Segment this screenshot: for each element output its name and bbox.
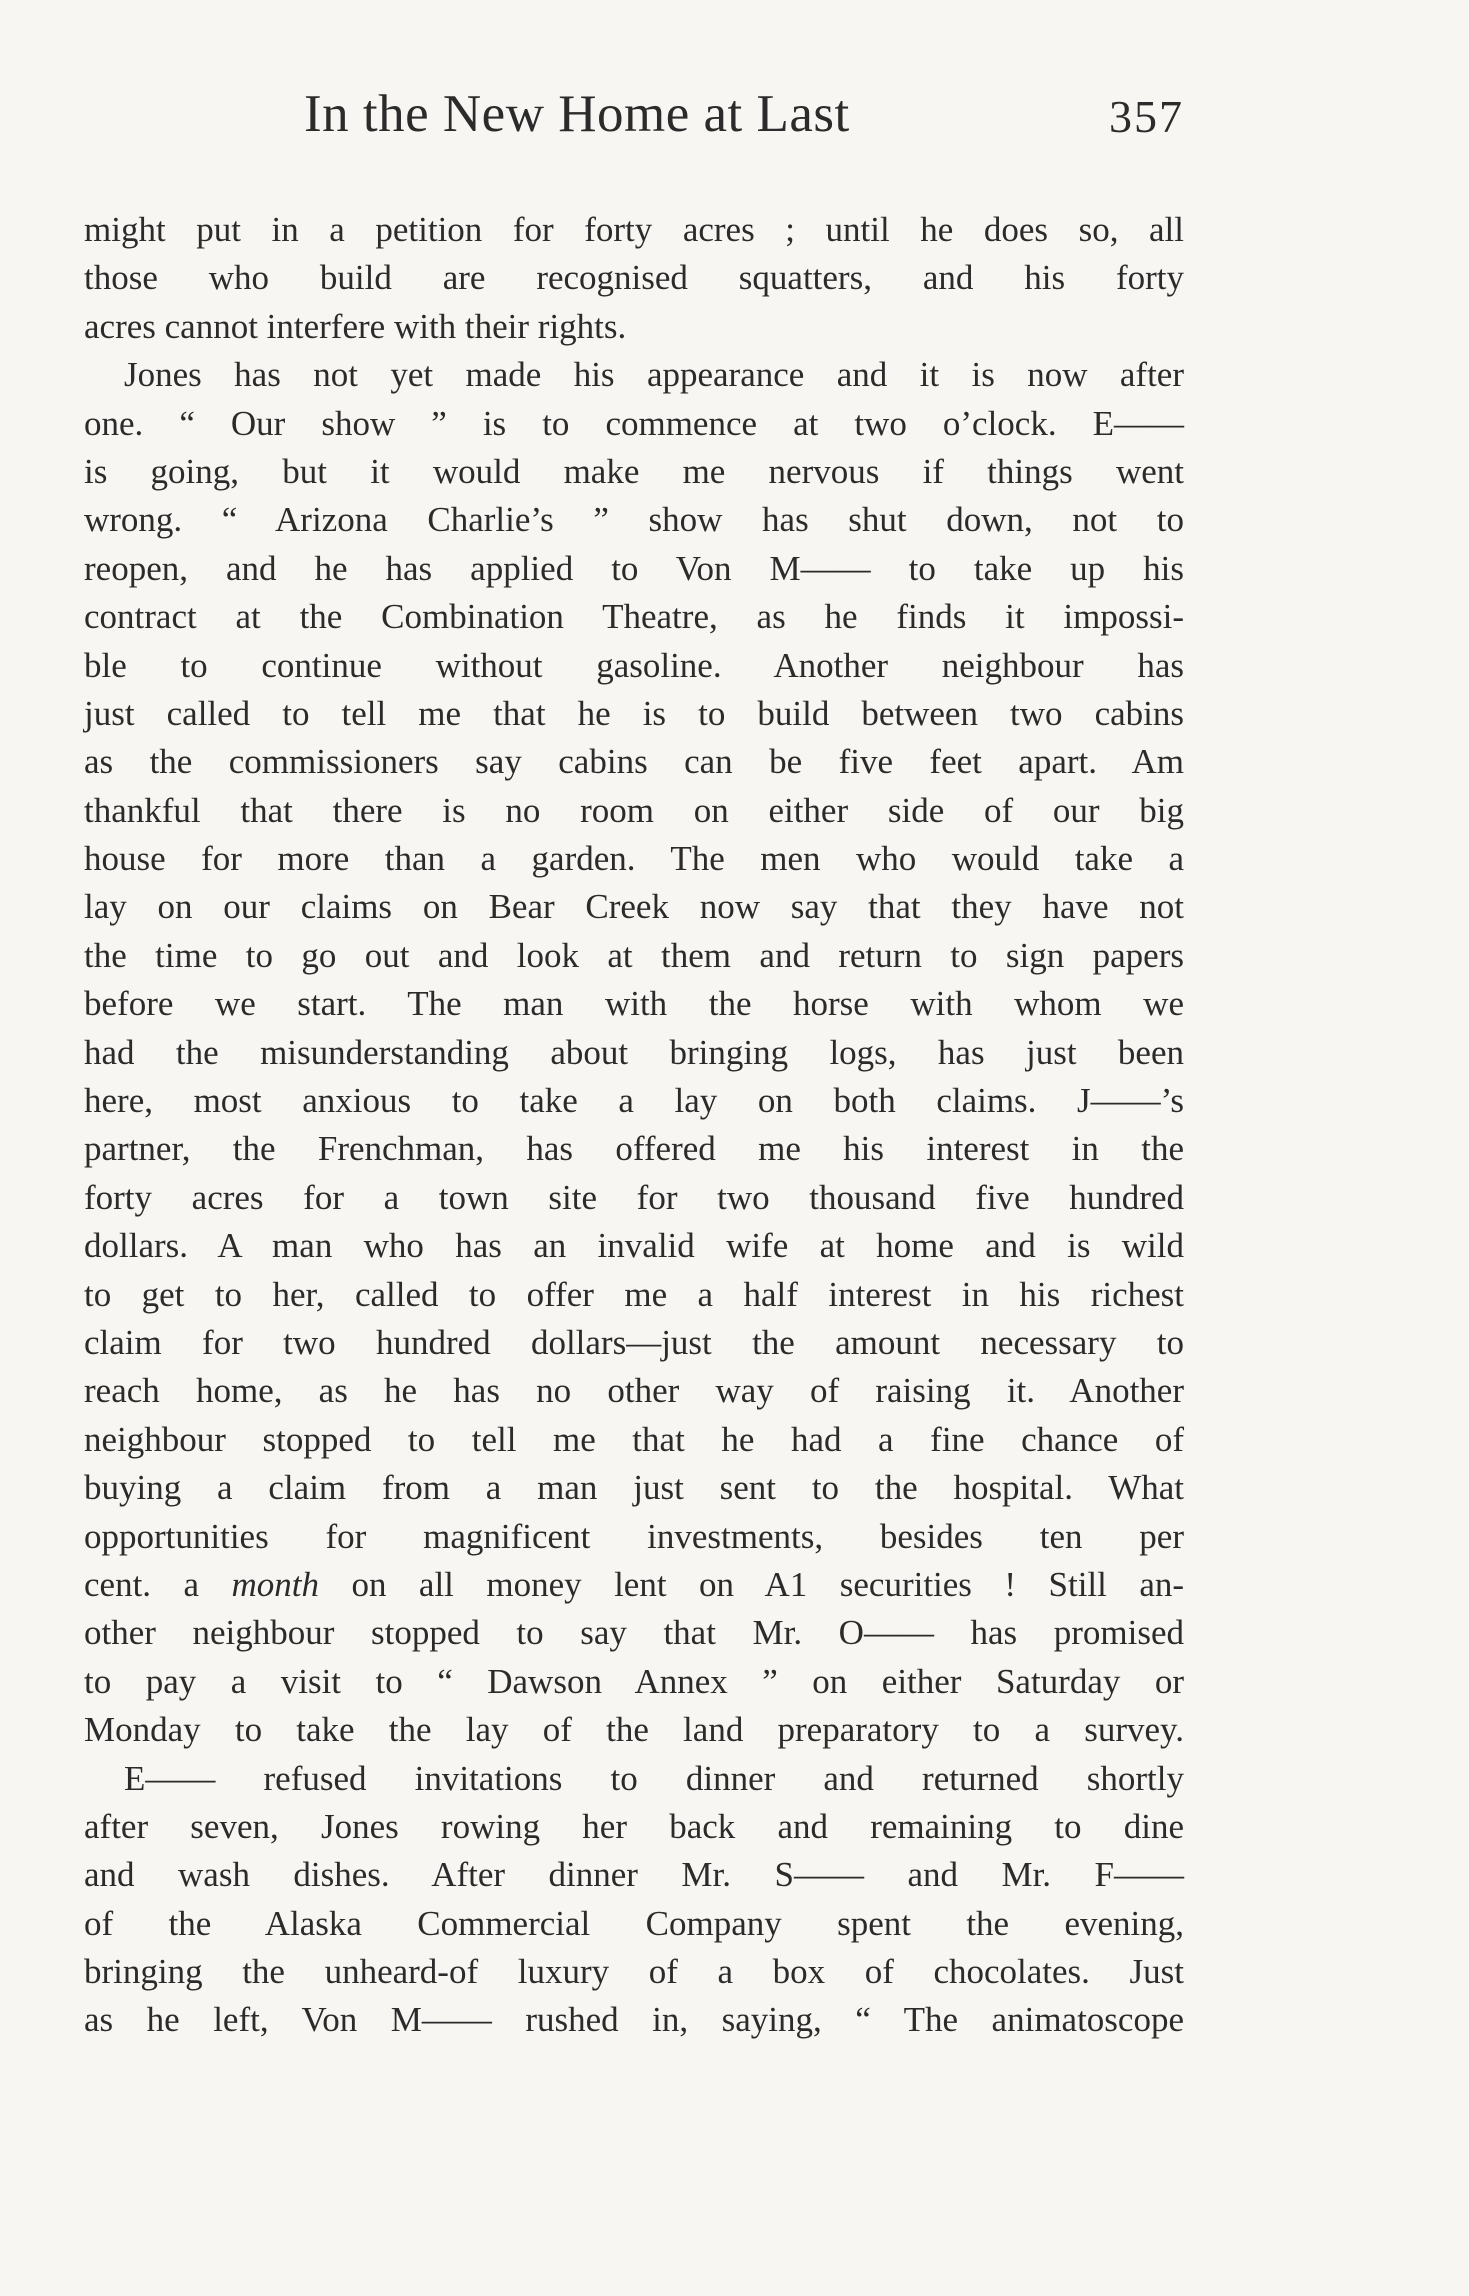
text-line: before we start. The man with the horse with whom we [84, 984, 1184, 1024]
text-line: to get to her, called to offer me a half interest in his richest [84, 1274, 1184, 1314]
text-line: house for more than a garden. The men who would take a [84, 839, 1184, 879]
text-line: just called to tell me that he is to build between two cabins [84, 693, 1184, 733]
text-line: one. “ Our show ” is to commence at two o’clock. E—— [84, 403, 1184, 443]
text-segment: on all money lent on A1 securities ! Still an- [319, 1564, 1185, 1604]
text-line: as the commissioners say cabins can be five feet apart. Am [84, 742, 1184, 782]
body-text [84, 206, 1184, 2045]
text-line: had the misunderstanding about bringing logs, has just been [84, 1032, 1184, 1072]
running-head [84, 84, 1184, 154]
text-line: contract at the Combination Theatre, as he finds it impossi- [84, 597, 1184, 637]
text-line: wrong. “ Arizona Charlie’s ” show has shut down, not to [84, 500, 1184, 540]
running-title: In the New Home at Last [304, 85, 850, 143]
text-line: dollars. A man who has an invalid wife at home and is wild [84, 1226, 1184, 1266]
text-line: opportunities for magnificent investments, besides ten per [84, 1516, 1184, 1556]
text-line: partner, the Frenchman, has offered me his interest in the [84, 1129, 1184, 1169]
text-line: thankful that there is no room on either side of our big [84, 790, 1184, 830]
text-line: neighbour stopped to tell me that he had a fine chance of [84, 1419, 1184, 1459]
text-line: is going, but it would make me nervous if things went [84, 451, 1184, 491]
text-line-with-italic [84, 1561, 1184, 1609]
text-line: E—— refused invitations to dinner and returned shortly [124, 1758, 1184, 1798]
text-line: to pay a visit to “ Dawson Annex ” on either Saturday or [84, 1661, 1184, 1701]
text-line: reach home, as he has no other way of raising it. Another [84, 1371, 1184, 1411]
text-line: buying a claim from a man just sent to the hospital. What [84, 1468, 1184, 1508]
text-segment: cent. a [84, 1564, 232, 1604]
text-line: acres cannot interfere with their rights. [84, 306, 627, 346]
text-line: after seven, Jones rowing her back and remaining to dine [84, 1806, 1184, 1846]
page-number: 357 [1109, 91, 1184, 142]
text-line: claim for two hundred dollars—just the amount necessary to [84, 1322, 1184, 1362]
text-line: those who build are recognised squatters, and his forty [84, 258, 1184, 298]
text-line: other neighbour stopped to say that Mr. O—— has promised [84, 1613, 1184, 1653]
text-line: here, most anxious to take a lay on both claims. J——’s [84, 1081, 1184, 1121]
text-line: of the Alaska Commercial Company spent the evening, [84, 1903, 1184, 1943]
text-line: might put in a petition for forty acres ; until he does so, all [84, 210, 1184, 249]
text-line: bringing the unheard-of luxury of a box of chocolates. Just [84, 1952, 1184, 1992]
text-line: Monday to take the lay of the land preparatory to a survey. [84, 1710, 1184, 1750]
text-line: the time to go out and look at them and return to sign papers [84, 935, 1184, 975]
text-line: forty acres for a town site for two thousand five hundred [84, 1177, 1184, 1217]
text-line: reopen, and he has applied to Von M—— to take up his [84, 548, 1184, 588]
text-line: ble to continue without gasoline. Another neighbour has [84, 645, 1184, 685]
italic-word: month [231, 1564, 319, 1604]
text-line: lay on our claims on Bear Creek now say that they have not [84, 887, 1184, 927]
text-line: Jones has not yet made his appearance and it is now after [124, 355, 1184, 395]
text-line: and wash dishes. After dinner Mr. S—— and Mr. F—— [84, 1855, 1184, 1895]
text-line: as he left, Von M—— rushed in, saying, “ The animatoscope [84, 2000, 1184, 2040]
